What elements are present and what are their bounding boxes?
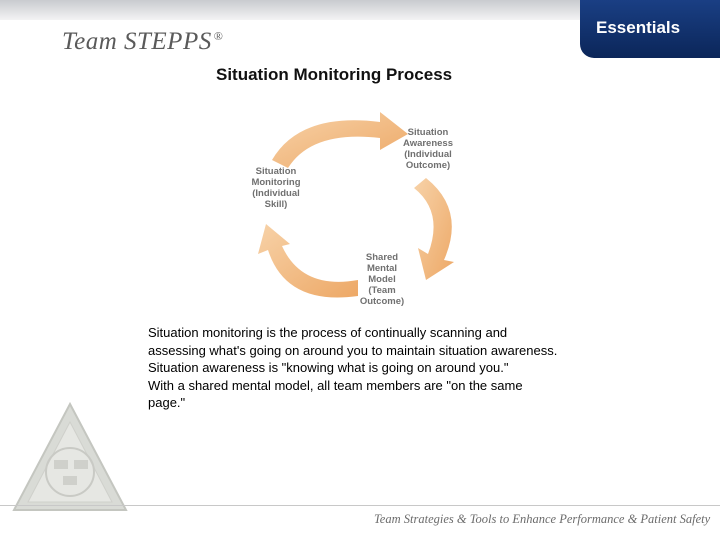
footer-divider: [0, 505, 720, 506]
paragraph-shared-mental-model: With a shared mental model, all team members are "on the same page.": [148, 377, 523, 410]
cycle-arrow-left: [258, 224, 358, 298]
svg-text:Outcome): Outcome): [359, 296, 405, 307]
situation-monitoring-label: [251, 166, 300, 210]
svg-text:(Individual: (Individual: [404, 149, 452, 160]
essentials-badge-label: Essentials: [596, 18, 681, 37]
cycle-arrow-top: [272, 112, 408, 168]
teamstepps-triangle-watermark: [10, 400, 130, 515]
paragraph-situation-monitoring: Situation monitoring is the process of continually scanning and assessing what's going on around you to maintain situation awareness.: [148, 325, 558, 358]
svg-text:(Individual: (Individual: [252, 188, 300, 199]
svg-text:Skill): Skill): [264, 199, 288, 210]
svg-text:Situation: Situation: [407, 127, 449, 138]
svg-text:Situation: Situation: [255, 166, 297, 177]
teamstepps-logo: [62, 28, 223, 56]
awareness-label: [403, 127, 453, 171]
paragraph-situation-awareness: Situation awareness is "knowing what is going on around you.": [148, 360, 509, 375]
situation-monitoring-cycle-diagram: [230, 100, 490, 310]
svg-text:Shared: Shared: [365, 252, 399, 263]
registered-mark: ®: [213, 28, 224, 43]
slide-body: [148, 324, 558, 412]
cycle-arrow-right: [414, 178, 454, 280]
svg-text:(Team: (Team: [368, 285, 396, 296]
slide-title: Situation Monitoring Process: [216, 65, 453, 84]
svg-text:Model: Model: [368, 274, 396, 285]
svg-text:Monitoring: Monitoring: [251, 177, 301, 188]
svg-text:Mental: Mental: [366, 263, 398, 274]
shared-mental-model-label: [360, 252, 404, 307]
brand-name: Team STEPPS: [62, 28, 212, 55]
footer-tagline: Team Strategies & Tools to Enhance Performance & Patient Safety: [374, 512, 711, 526]
svg-text:Awareness: Awareness: [403, 138, 453, 149]
svg-text:Outcome): Outcome): [405, 160, 451, 171]
